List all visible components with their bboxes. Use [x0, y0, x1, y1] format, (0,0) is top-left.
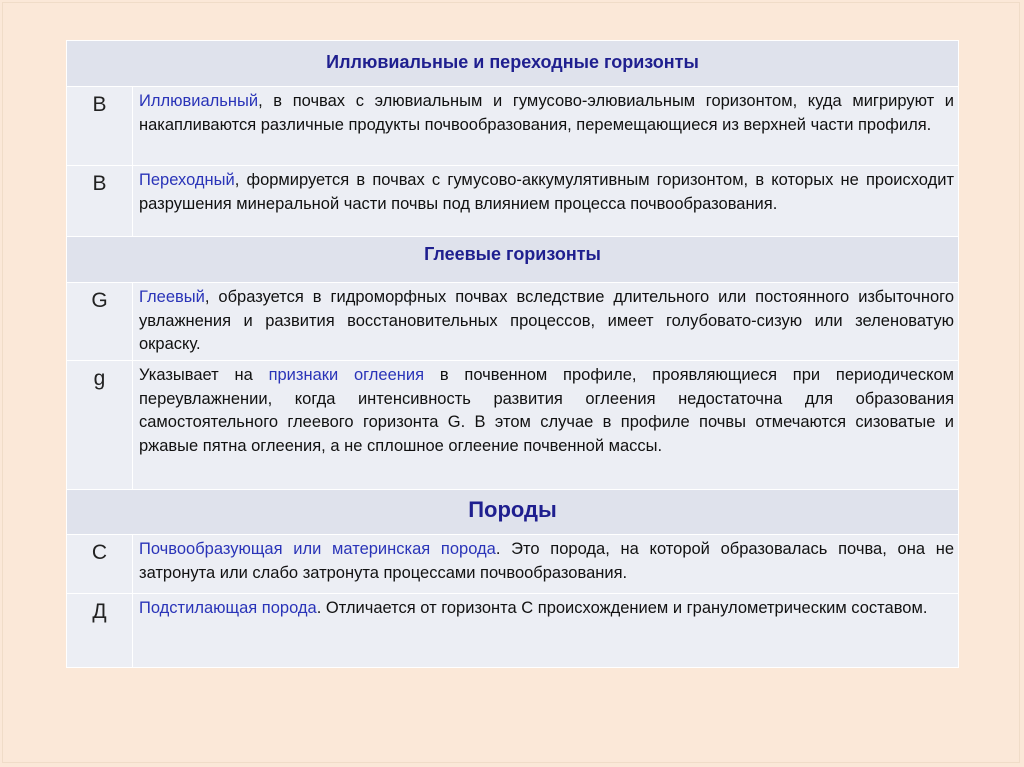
horizon-code: В [67, 166, 133, 237]
horizon-code: g [67, 361, 133, 490]
horizon-description [133, 283, 959, 361]
horizon-term: признаки оглеения [268, 366, 425, 384]
horizon-prefix: Указывает на [139, 366, 269, 384]
horizon-code: В [67, 87, 133, 166]
horizon-term: Иллювиальный [139, 92, 259, 110]
horizon-term: Почвообразующая или материнская порода [139, 540, 496, 558]
section-header-row [67, 490, 959, 535]
horizon-term: Глеевый [139, 288, 205, 306]
horizon-text: . Это порода, на которой образовалась почва, она не затронута или слабо затронута процессами почвообразования. [139, 540, 955, 582]
table-row [67, 594, 959, 668]
horizon-term: Переходный [139, 171, 235, 189]
table-row [67, 87, 959, 166]
table-row [67, 166, 959, 237]
section-title: Глеевые горизонты [67, 237, 959, 283]
section-title: Породы [67, 490, 959, 535]
horizon-description [133, 361, 959, 490]
horizon-text: в почвенном профиле, проявляющиеся при периодическом переувлажнении, когда интенсивность развития оглеения недостаточна для образования самостоятельного глеевого горизонта G. В этом случае в профиле почвы отмечаются сизоватые и ржавые пятна оглеения, а не сплошное оглеение почвенной массы. [139, 366, 955, 455]
table-row [67, 535, 959, 594]
horizon-description [133, 535, 959, 594]
horizon-text: . Отличается от горизонта С происхождением и гранулометрическим составом. [316, 599, 928, 617]
horizon-description [133, 87, 959, 166]
section-title: Иллювиальные и переходные горизонты [67, 41, 959, 87]
section-header-row [67, 237, 959, 283]
horizon-text: , формируется в почвах с гумусово-аккумулятивным горизонтом, в которых не происходит разрушения минеральной части почвы под влиянием процесса почвообразования. [139, 171, 955, 213]
horizon-code: G [67, 283, 133, 361]
table-row [67, 361, 959, 490]
horizon-description [133, 594, 959, 668]
horizon-code: С [67, 535, 133, 594]
section-header-row [67, 41, 959, 87]
horizons-table [66, 40, 959, 668]
horizon-text: , в почвах с элювиальным и гумусово-элювиальным горизонтом, куда мигрируют и накапливаются различные продукты почвообразования, перемещающиеся из верхней части профиля. [139, 92, 955, 134]
horizon-term: Подстилающая порода [139, 599, 317, 617]
horizon-description [133, 166, 959, 237]
table-row [67, 283, 959, 361]
horizon-text: , образуется в гидроморфных почвах вследствие длительного или постоянного избыточного увлажнения и развития восстановительных процессов, имеет голубовато-сизую или зеленоватую окраску. [139, 288, 955, 353]
horizon-code: Д [67, 594, 133, 668]
